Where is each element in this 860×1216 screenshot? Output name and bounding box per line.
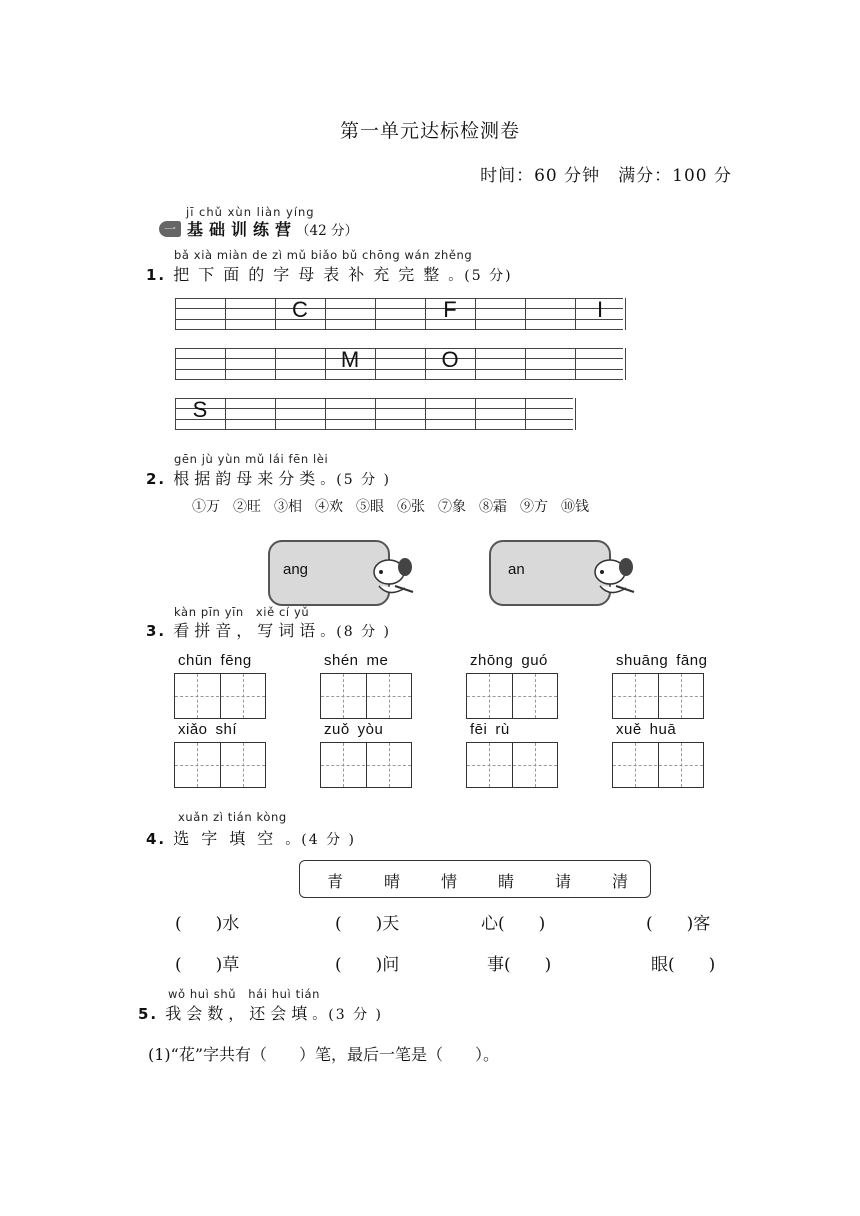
word-pinyin: fēi rù — [470, 721, 510, 738]
option-char: ⑥张 — [397, 499, 425, 515]
option-char: ⑧霜 — [479, 499, 507, 515]
box-guide-line — [243, 743, 244, 787]
tianzige-box[interactable] — [612, 673, 704, 719]
word-pinyin: xuě huā — [616, 721, 677, 738]
snoopy-icon — [365, 554, 419, 600]
grid-divider — [525, 348, 526, 380]
option-char: ④欢 — [315, 499, 343, 515]
option-char: ⑤眼 — [356, 499, 384, 515]
grid-line — [175, 348, 623, 349]
section-badge: 一 — [159, 221, 181, 237]
box-guide-line — [535, 674, 536, 718]
box-guide-line — [243, 674, 244, 718]
q2-options — [192, 496, 602, 516]
an-label: an — [508, 561, 525, 578]
section-score: （42 分） — [296, 223, 358, 239]
grid-divider — [375, 398, 376, 430]
fill-item[interactable]: ( )天 — [335, 914, 400, 934]
grid-divider — [175, 348, 176, 380]
box-guide-line — [197, 674, 198, 718]
q4-number: 4. — [146, 830, 167, 848]
box-guide-line — [467, 765, 557, 766]
box-guide-line — [635, 743, 636, 787]
tianzige-box[interactable] — [320, 673, 412, 719]
grid-line — [175, 408, 573, 409]
grid-line — [175, 358, 623, 359]
grid-divider — [475, 348, 476, 380]
grid-line — [175, 298, 623, 299]
grid-line — [175, 379, 623, 380]
box-guide-line — [389, 674, 390, 718]
q4-text: 选字填空 — [173, 829, 286, 848]
q3-pinyin: kàn pīn yīn xiě cí yǔ — [174, 605, 310, 619]
snoopy-icon — [586, 554, 640, 600]
word-pinyin: chūn fēng — [178, 652, 252, 669]
grid-divider — [325, 298, 326, 330]
word-pinyin: shén me — [324, 652, 389, 669]
given-letter: O — [441, 347, 459, 372]
q2-number: 2. — [146, 470, 167, 488]
grid-divider — [375, 298, 376, 330]
q5-text: 我会数，还会填 — [165, 1004, 313, 1023]
box-guide-line — [389, 743, 390, 787]
q5-prompt — [138, 1001, 383, 1024]
q3-score: 。(8 分 ) — [320, 624, 391, 640]
given-letter: I — [596, 297, 604, 322]
grid-divider — [625, 298, 626, 330]
tianzige-box[interactable] — [466, 673, 558, 719]
q5-pinyin: wǒ huì shǔ hái huì tián — [168, 987, 321, 1001]
section-title: 基础训练营 — [187, 220, 298, 239]
grid-line — [175, 369, 623, 370]
choice-char: 晴 — [384, 872, 401, 891]
q3-text: 看拼音，写词语 — [173, 621, 321, 640]
given-letter: C — [292, 297, 308, 322]
q5-number: 5. — [138, 1005, 159, 1023]
ang-label: ang — [283, 561, 309, 578]
fill-item[interactable]: ( )客 — [646, 914, 711, 934]
q1-pinyin: bǎ xià miàn de zì mǔ biǎo bǔ chōng wán zhěng — [174, 248, 473, 262]
fill-item[interactable]: ( )草 — [175, 955, 240, 975]
box-guide-line — [613, 696, 703, 697]
option-char: ⑩钱 — [561, 499, 589, 515]
box-guide-line — [321, 765, 411, 766]
alphabet-grid-row-2[interactable] — [175, 348, 623, 380]
fill-item[interactable]: ( )问 — [335, 955, 400, 975]
box-guide-line — [197, 743, 198, 787]
exam-meta: 时间：60 分钟 满分：100 分 — [480, 166, 732, 186]
grid-line — [175, 398, 573, 399]
q1-text: 把下面的字母表补充完整 — [173, 265, 449, 284]
q3-prompt — [146, 618, 391, 641]
grid-divider — [225, 298, 226, 330]
box-guide-line — [489, 743, 490, 787]
box-guide-line — [681, 743, 682, 787]
section-pinyin: jī chǔ xùn liàn yíng — [186, 205, 315, 219]
choice-char: 睛 — [498, 872, 515, 891]
grid-line — [175, 308, 623, 309]
box-guide-line — [467, 696, 557, 697]
grid-divider — [175, 298, 176, 330]
option-char: ②旺 — [233, 499, 261, 515]
given-letter: F — [443, 297, 457, 322]
grid-divider — [225, 348, 226, 380]
q2-prompt — [146, 466, 391, 489]
grid-line — [175, 319, 623, 320]
box-guide-line — [535, 743, 536, 787]
grid-divider — [425, 398, 426, 430]
choice-char: 情 — [441, 872, 458, 891]
q1-number: 1. — [146, 266, 167, 284]
fill-item[interactable]: 眼( ) — [651, 955, 716, 975]
box-guide-line — [635, 674, 636, 718]
alphabet-grid-row-3[interactable] — [175, 398, 573, 430]
box-guide-line — [321, 696, 411, 697]
tianzige-box[interactable] — [612, 742, 704, 788]
grid-divider — [575, 348, 576, 380]
tianzige-box[interactable] — [174, 742, 266, 788]
tianzige-box[interactable] — [174, 673, 266, 719]
page-title: 第一单元达标检测卷 — [339, 120, 520, 142]
box-guide-line — [613, 765, 703, 766]
option-char: ⑦象 — [438, 499, 466, 515]
fill-item[interactable]: 事( ) — [487, 955, 552, 975]
grid-line — [175, 429, 573, 430]
option-char: ⑨方 — [520, 499, 548, 515]
q1-prompt — [146, 262, 513, 285]
q5-sub1[interactable]: (1)“花”字共有（ ）笔，最后一笔是（ ）。 — [148, 1045, 500, 1064]
grid-divider — [275, 398, 276, 430]
grid-divider — [325, 398, 326, 430]
grid-line — [175, 419, 573, 420]
q2-score: 。(5 分 ) — [320, 472, 391, 488]
box-guide-line — [175, 765, 265, 766]
word-pinyin: xiǎo shí — [178, 721, 238, 738]
grid-divider — [225, 398, 226, 430]
option-char: ①万 — [192, 499, 220, 515]
box-guide-line — [343, 743, 344, 787]
q4-score: 。(4 分 ) — [285, 832, 356, 848]
given-letter: M — [340, 347, 360, 372]
box-guide-line — [175, 696, 265, 697]
grid-divider — [375, 348, 376, 380]
grid-divider — [575, 398, 576, 430]
tianzige-box[interactable] — [466, 742, 558, 788]
box-guide-line — [681, 674, 682, 718]
grid-divider — [525, 398, 526, 430]
grid-divider — [625, 348, 626, 380]
q2-pinyin: gēn jù yùn mǔ lái fēn lèi — [174, 452, 329, 466]
choice-char: 清 — [612, 872, 629, 891]
choice-char: 请 — [555, 872, 572, 891]
grid-divider — [525, 298, 526, 330]
q4-prompt — [146, 826, 356, 849]
box-guide-line — [343, 674, 344, 718]
q4-pinyin: xuǎn zì tián kòng — [178, 810, 287, 824]
q2-text: 根据韵母来分类 — [173, 469, 321, 488]
alphabet-grid-row-1[interactable] — [175, 298, 623, 330]
choice-char: 青 — [327, 872, 344, 891]
choice-box — [299, 860, 651, 898]
word-pinyin: shuāng fāng — [616, 652, 708, 669]
option-char: ③相 — [274, 499, 302, 515]
grid-divider — [475, 298, 476, 330]
q5-score: 。(3 分 ) — [312, 1007, 383, 1023]
grid-divider — [475, 398, 476, 430]
q1-score: 。(5 分) — [448, 268, 513, 284]
given-letter: S — [192, 397, 208, 422]
word-pinyin: zhōng guó — [470, 652, 548, 669]
grid-divider — [275, 348, 276, 380]
word-pinyin: zuǒ yòu — [324, 721, 384, 738]
fill-item[interactable]: ( )水 — [175, 914, 240, 934]
q3-number: 3. — [146, 622, 167, 640]
grid-line — [175, 329, 623, 330]
tianzige-box[interactable] — [320, 742, 412, 788]
fill-item[interactable]: 心( ) — [481, 914, 546, 934]
box-guide-line — [489, 674, 490, 718]
